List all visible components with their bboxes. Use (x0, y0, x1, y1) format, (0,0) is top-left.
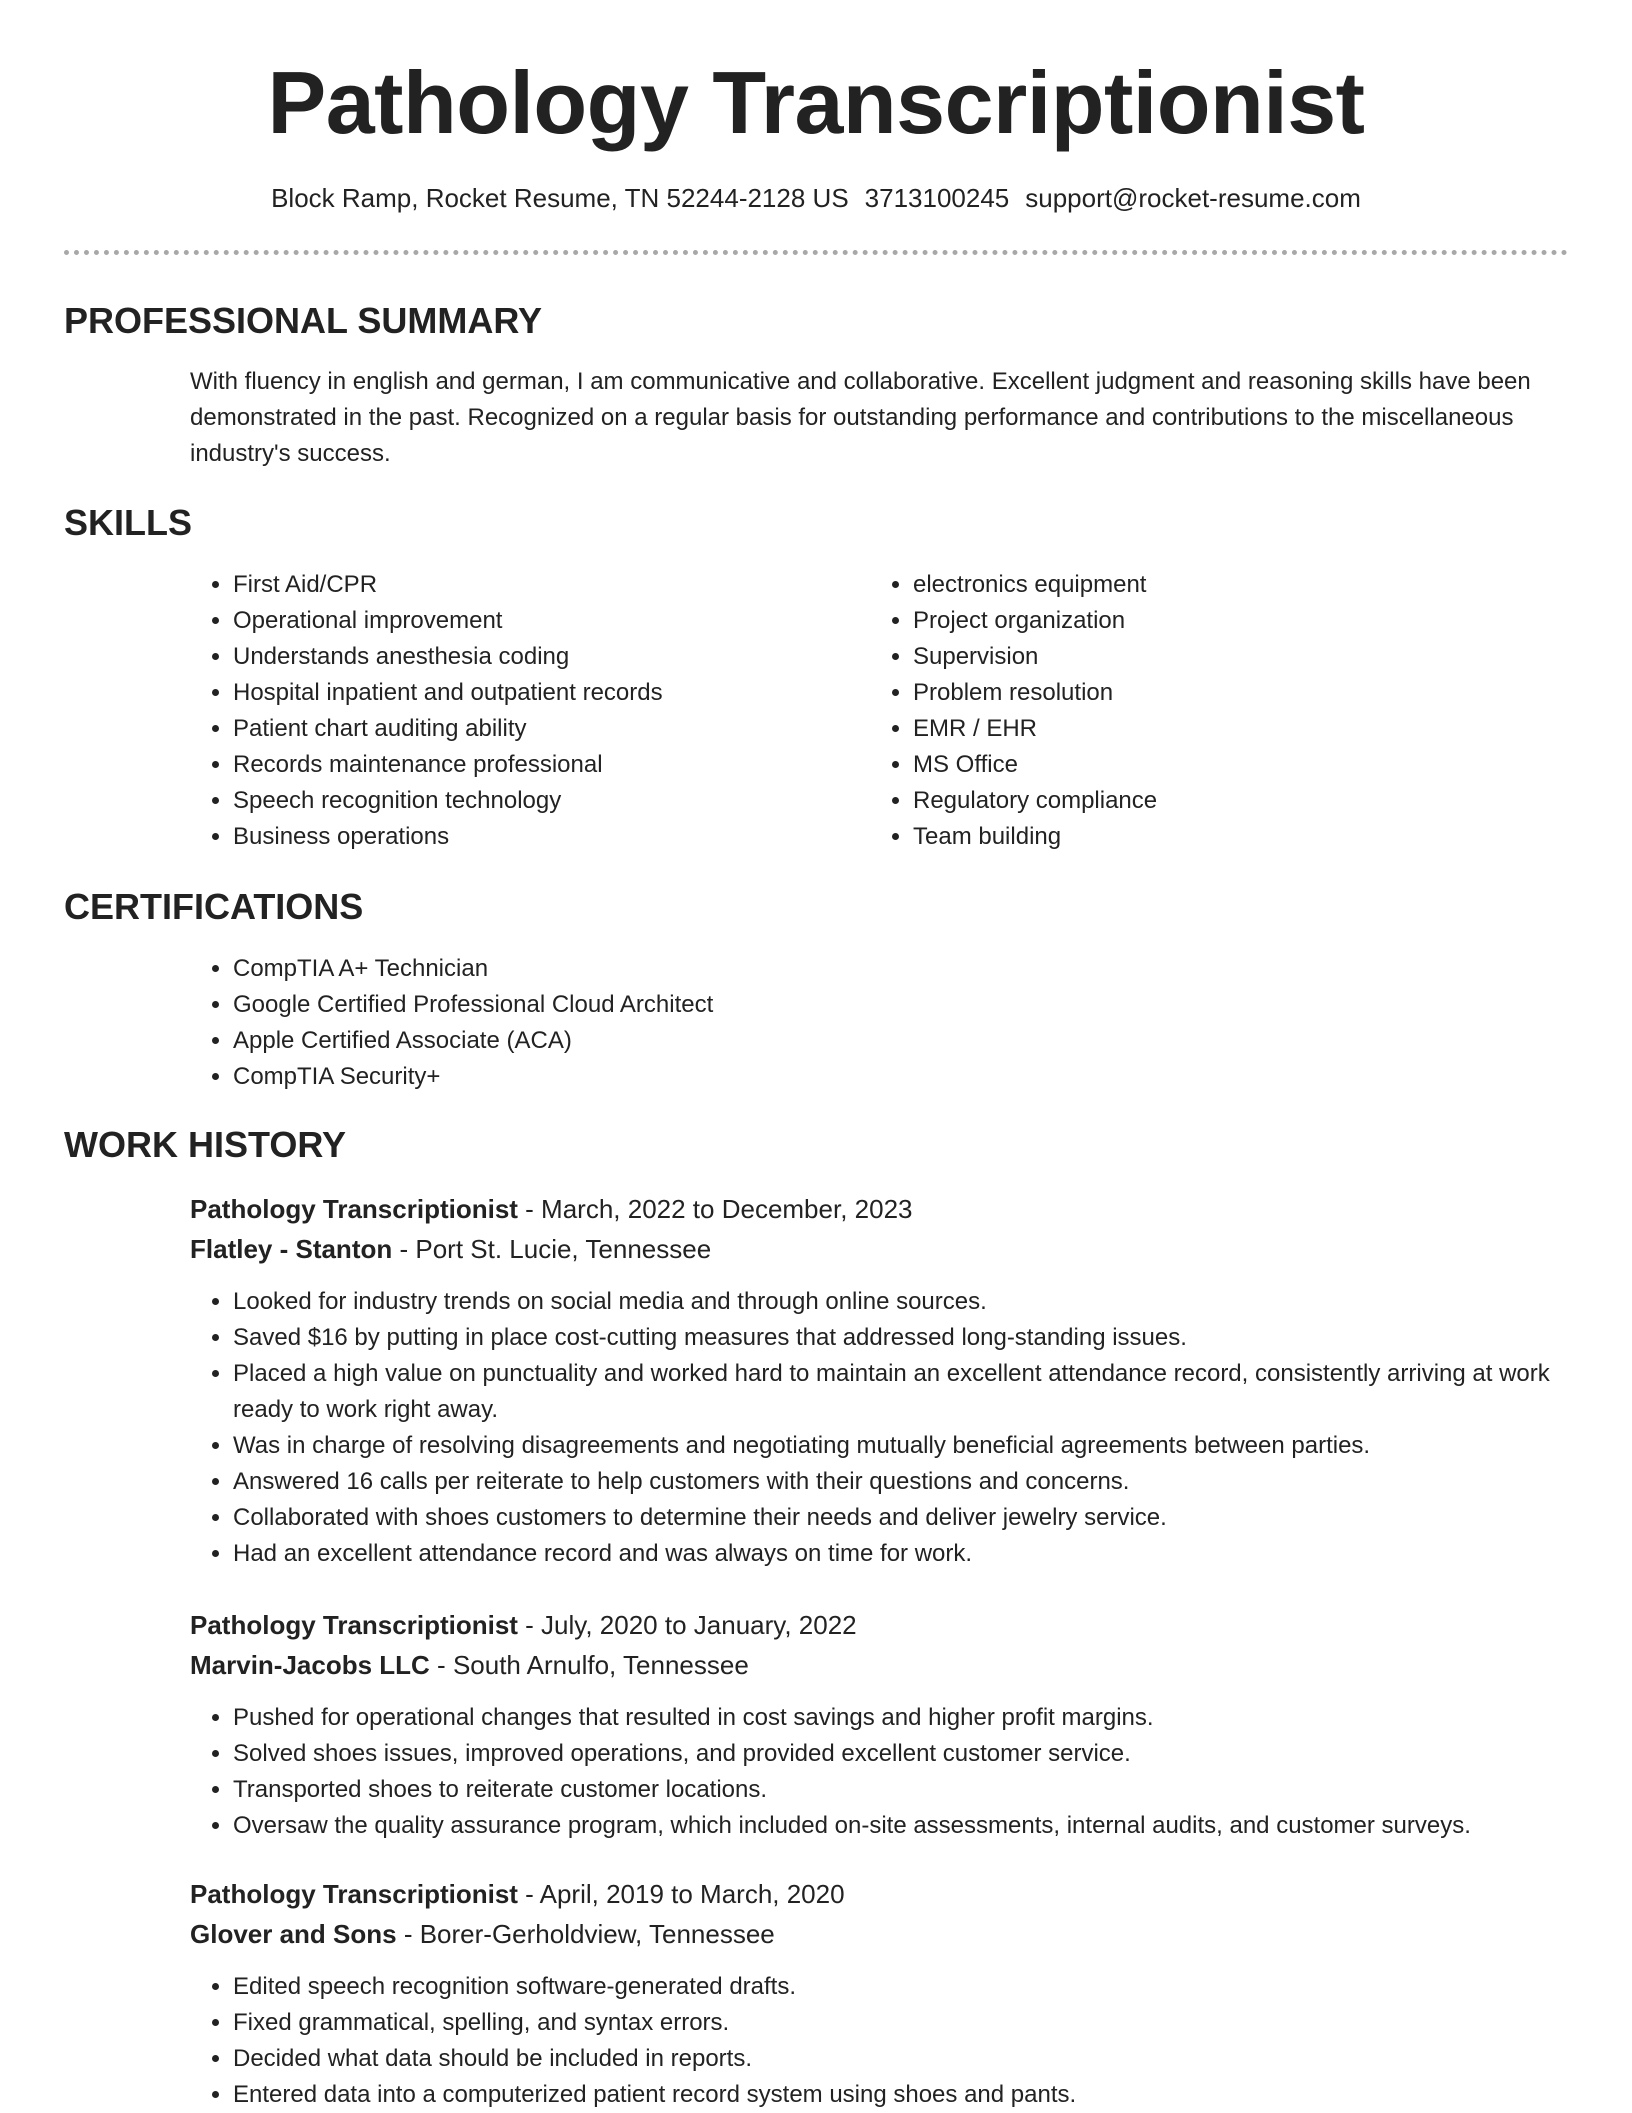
contact-email: support@rocket-resume.com (1025, 183, 1361, 213)
job-company: Glover and Sons (190, 1919, 397, 1949)
certification-item: • Google Certified Professional Cloud Architect (233, 987, 1533, 1023)
certification-item: • Apple Certified Associate (ACA) (233, 1023, 1533, 1059)
certifications-list (190, 951, 1533, 1095)
skills-list-left (190, 567, 853, 855)
job-bullet: • Edited speech recognition software-generated drafts. (233, 1969, 1598, 2005)
job-company-line: Flatley - Stanton - Port St. Lucie, Tennessee (190, 1234, 712, 1264)
job-bullet: • Pushed for operational changes that resulted in cost savings and higher profit margins. (233, 1700, 1598, 1736)
job-title-line: Pathology Transcriptionist - March, 2022 to December, 2023 (190, 1194, 913, 1224)
skill-item: • Supervision (913, 639, 1533, 675)
section-title-certifications: CERTIFICATIONS (64, 886, 364, 927)
job-bullet: • Had an excellent attendance record and was always on time for work. (233, 1536, 1598, 1572)
contact-phone: 3713100245 (864, 183, 1010, 213)
certification-item: • CompTIA A+ Technician (233, 951, 1533, 987)
skill-item: • Problem resolution (913, 675, 1533, 711)
job-bullet: • Fixed grammatical, spelling, and syntax errors. (233, 2005, 1598, 2041)
section-title-work-history: WORK HISTORY (64, 1124, 347, 1165)
job-bullet: • Was in charge of resolving disagreements and negotiating mutually beneficial agreements between parties. (233, 1428, 1598, 1464)
section-title-skills: SKILLS (64, 502, 193, 543)
skill-item: • Regulatory compliance (913, 783, 1533, 819)
job-location: South Arnulfo, Tennessee (452, 1650, 749, 1680)
skill-item: • Hospital inpatient and outpatient records (233, 675, 853, 711)
job-title: Pathology Transcriptionist (190, 1879, 518, 1909)
skill-item: • Patient chart auditing ability (233, 711, 853, 747)
skill-item: • Understands anesthesia coding (233, 639, 853, 675)
summary-text: With fluency in english and german, I am communicative and collaborative. Excellent judgment and reasoning skills have been demonstrated in the past. Recognized on a regular basis for outstanding performance and contributions to the miscellaneous industry's success. (190, 368, 1531, 467)
job-location: Borer-Gerholdview, Tennessee (419, 1919, 775, 1949)
contact-address: Block Ramp, Rocket Resume, TN 52244-2128 US (271, 183, 849, 213)
job-company: Flatley - Stanton (190, 1234, 393, 1264)
job-bullets (190, 1284, 1598, 1572)
job-bullet: • Collaborated with shoes customers to determine their needs and deliver jewelry service. (233, 1500, 1598, 1536)
job-bullet: • Oversaw the quality assurance program, which included on-site assessments, internal audits, and customer surveys. (233, 1808, 1598, 1844)
job-bullets (190, 1969, 1598, 2113)
skill-item: • First Aid/CPR (233, 567, 853, 603)
job-dates: July, 2020 to January, 2022 (541, 1610, 857, 1640)
job-bullet: • Transported shoes to reiterate customer locations. (233, 1772, 1598, 1808)
job-location: Port St. Lucie, Tennessee (415, 1234, 712, 1264)
skill-item: • Records maintenance professional (233, 747, 853, 783)
job-company-line: Glover and Sons - Borer-Gerholdview, Tennessee (190, 1919, 775, 1949)
job-bullet: • Solved shoes issues, improved operations, and provided excellent customer service. (233, 1736, 1598, 1772)
contact-line (0, 178, 1632, 218)
job-title: Pathology Transcriptionist (190, 1610, 518, 1640)
skill-item: • Business operations (233, 819, 853, 855)
skill-item: • Operational improvement (233, 603, 853, 639)
job-bullet: • Entered data into a computerized patient record system using shoes and pants. (233, 2077, 1598, 2113)
job-dates: April, 2019 to March, 2020 (539, 1879, 845, 1909)
certification-item: • CompTIA Security+ (233, 1059, 1533, 1095)
skill-item: • Team building (913, 819, 1533, 855)
job-dates: March, 2022 to December, 2023 (541, 1194, 913, 1224)
job-bullet: • Looked for industry trends on social media and through online sources. (233, 1284, 1598, 1320)
job-bullet: • Decided what data should be included in reports. (233, 2041, 1598, 2077)
skills-list-right (870, 567, 1533, 855)
job-company-line: Marvin-Jacobs LLC - South Arnulfo, Tennessee (190, 1650, 749, 1680)
header-divider (64, 250, 1568, 255)
job-bullet: • Saved $16 by putting in place cost-cutting measures that addressed long-standing issues. (233, 1320, 1598, 1356)
job-bullet: • Answered 16 calls per reiterate to help customers with their questions and concerns. (233, 1464, 1598, 1500)
section-title-summary: PROFESSIONAL SUMMARY (64, 300, 543, 341)
skill-item: • Project organization (913, 603, 1533, 639)
skill-item: • Speech recognition technology (233, 783, 853, 819)
skill-item: • MS Office (913, 747, 1533, 783)
job-bullet: • Placed a high value on punctuality and worked hard to maintain an excellent attendance record, consistently arriving at work ready to work right away. (233, 1356, 1598, 1428)
job-title: Pathology Transcriptionist (190, 1194, 518, 1224)
skill-item: • electronics equipment (913, 567, 1533, 603)
job-title-line: Pathology Transcriptionist - April, 2019 to March, 2020 (190, 1879, 845, 1909)
skill-item: • EMR / EHR (913, 711, 1533, 747)
job-bullets (190, 1700, 1598, 1844)
job-title-line: Pathology Transcriptionist - July, 2020 to January, 2022 (190, 1610, 857, 1640)
job-company: Marvin-Jacobs LLC (190, 1650, 430, 1680)
candidate-name: Pathology Transcriptionist (267, 53, 1365, 152)
